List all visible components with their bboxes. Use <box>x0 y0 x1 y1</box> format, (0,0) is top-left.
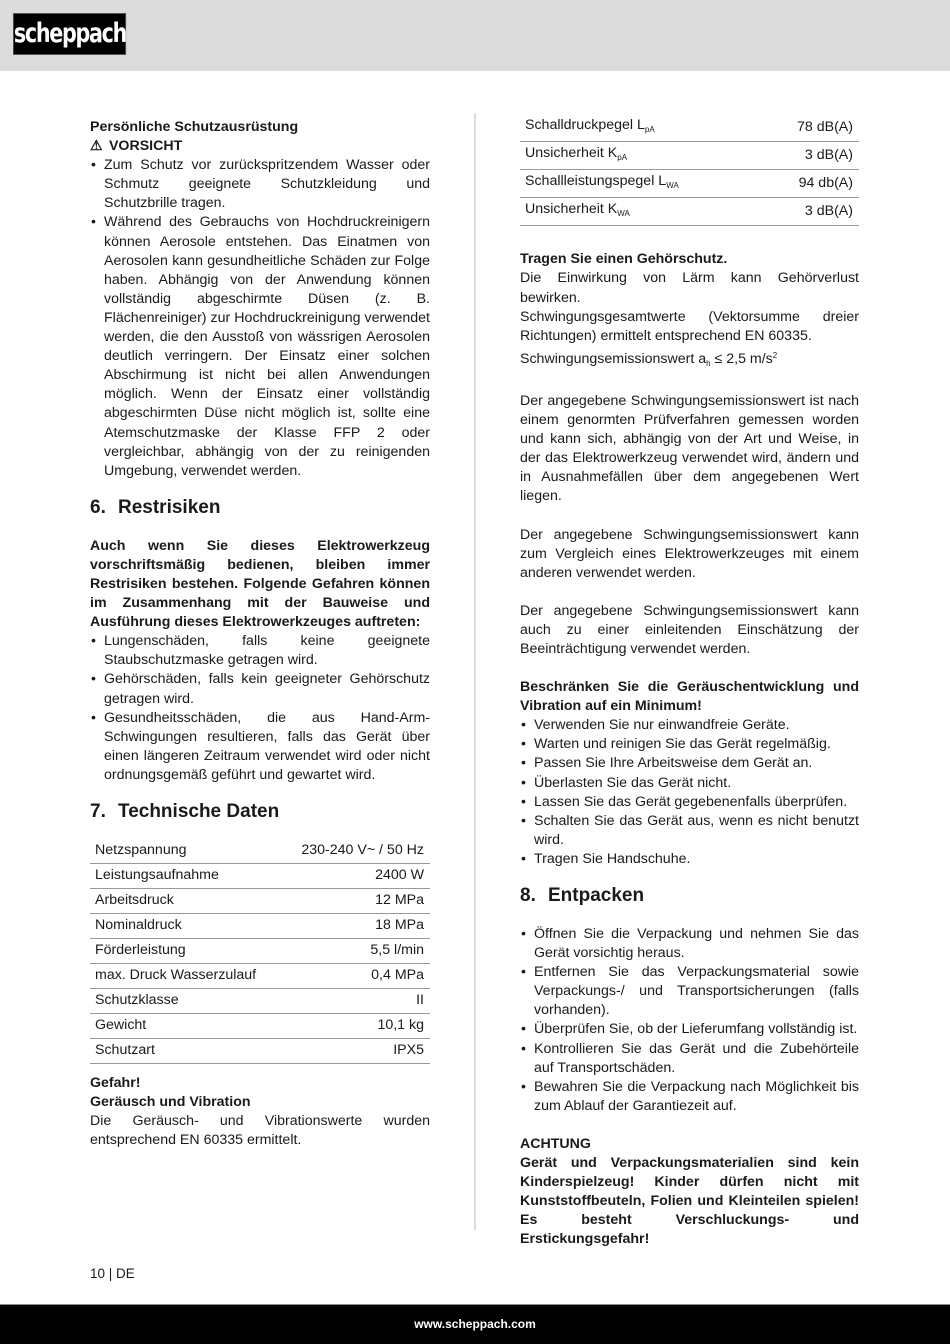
table-row <box>90 889 430 914</box>
table-row <box>520 198 859 226</box>
list-item: • Gehörschäden, falls kein geeigneter Gehörschutz getragen wird. <box>90 670 430 708</box>
section-number: 7. <box>90 801 106 822</box>
list-item: • Kontrollieren Sie das Gerät und die Zubehörteile auf Transportschäden. <box>520 1040 859 1078</box>
table-row <box>90 839 430 864</box>
list-item: • Öffnen Sie die Verpackung und nehmen Sie das Gerät vorsichtig heraus. <box>520 925 859 963</box>
spec-label: Schutzart <box>90 1039 281 1064</box>
attention-label: ACHTUNG <box>520 1135 591 1152</box>
warning-triangle-icon: ⚠ <box>90 138 103 155</box>
section-heading-8 <box>520 884 859 908</box>
noise-label-subscript: pA <box>644 125 655 134</box>
noise-label-subscript: WA <box>617 209 630 219</box>
spec-value: 10,1 kg <box>281 1014 430 1039</box>
hearing-text: Die Einwirkung von Lärm kann Gehörverlust bewirken. <box>520 270 859 306</box>
table-row <box>520 114 859 142</box>
spec-value: 5,5 l/min <box>281 939 430 964</box>
noise-label-subscript: WA <box>666 181 679 191</box>
risks-list <box>90 632 430 785</box>
table-row <box>90 939 430 964</box>
unpack-list <box>520 925 859 1116</box>
noise-label <box>520 114 761 142</box>
attention-text: Gerät und Verpackungsmaterialien sind kein Kinderspielzeug! Kinder dürfen nicht mit Kunststoffbeuteln, Folien und Kleinteilen spielen! Es besteht Verschluckungs- und Erstickungsgefahr! <box>520 1155 859 1248</box>
spec-label: max. Druck Wasserzulauf <box>90 964 281 989</box>
spec-label: Netzspannung <box>90 839 281 864</box>
spec-label: Gewicht <box>90 1014 281 1039</box>
list-item: • Warten und reinigen Sie das Gerät regelmäßig. <box>520 735 859 754</box>
danger-label: Gefahr! <box>90 1075 141 1091</box>
noise-label <box>520 142 761 170</box>
list-item: • Lassen Sie das Gerät gegebenenfalls überprüfen. <box>520 793 859 812</box>
limit-list <box>520 716 859 869</box>
vibration-value <box>520 346 859 373</box>
table-row <box>90 1039 430 1064</box>
website-link[interactable]: www.scheppach.com <box>414 1317 536 1331</box>
list-item: • Verwenden Sie nur einwandfreie Geräte. <box>520 716 859 735</box>
noise-table <box>520 114 859 226</box>
noise-value: 3 dB(A) <box>761 198 859 226</box>
section-title: Restrisiken <box>118 496 221 518</box>
ppe-list <box>90 156 430 481</box>
header-bar <box>0 0 950 71</box>
noise-label-text: Schalldruckpegel L <box>525 117 645 133</box>
spec-label: Leistungsaufnahme <box>90 864 281 889</box>
vibration-amount: ≤ 2,5 m/s <box>710 350 773 367</box>
list-item: • Entfernen Sie das Verpackungsmaterial sowie Verpackungs-/ und Transportsicherungen (falls vorhanden). <box>520 963 859 1020</box>
vibration-paragraph-1: Der angegebene Schwingungsemissionswert ist nach einem genormten Prüfverfahren gemessen worden und kann sich, abhängig von der Art und Weise, in der das Elektrowerkzeug verwendet wird, ändern und in Ausnahmefällen über dem angegebenen Wert liegen. <box>520 392 859 505</box>
spec-label: Schutzklasse <box>90 989 281 1014</box>
section-title: Entpacken <box>548 885 645 906</box>
ppe-title: Persönliche Schutzausrüstung <box>90 119 299 135</box>
noise-value: 94 db(A) <box>761 170 859 198</box>
spec-value: 12 MPa <box>281 889 430 914</box>
vibration-paragraph-3: Der angegebene Schwingungsemissionswert kann auch zu einer einleitenden Einschätzung der Beeinträchtigung verwendet werden. <box>520 602 859 657</box>
right-column <box>520 114 859 1250</box>
spec-value: 18 MPa <box>281 914 430 939</box>
list-item: • Überprüfen Sie, ob der Lieferumfang vollständig ist. <box>520 1020 859 1039</box>
section-heading-6 <box>90 496 430 520</box>
caution-heading <box>90 137 430 156</box>
table-row <box>90 964 430 989</box>
spec-value: II <box>281 989 430 1014</box>
hearing-title: Tragen Sie einen Gehörschutz. <box>520 251 728 268</box>
list-item: • Während des Gebrauchs von Hochdruckreinigern können Aerosole entstehen. Das Einatmen von Aerosolen kann gesundheitliche Schäden zur Folge haben. Abhängig von der Anwendung können vollständig abgeschirmte Düsen (z. B. Flächenreiniger) zur Hochdruckreinigung verwendet werden, die den Ausstoß von wässrigen Aerosolen deutlich verringern. Der Einsatz einer solchen Abschirmung ist nicht bei allen Anwendungen möglich. Wenn der Einsatz einer vollständig abgeschirmten Düse nicht möglich ist, sollte eine Atemschutzmaske der Klasse FFP 2 oder vergleichbar, abhängig von der zu reinigenden Umgebung, verwendet werden. <box>90 213 430 480</box>
noise-label <box>520 170 761 198</box>
vibration-sub: h <box>706 358 711 368</box>
list-item: • Zum Schutz vor zurückspritzendem Wasser oder Schmutz geeignete Schutzkleidung und Schutzbrille tragen. <box>90 156 430 213</box>
noise-value: 78 dB(A) <box>761 114 859 142</box>
list-item: • Tragen Sie Handschuhe. <box>520 850 859 869</box>
list-item: • Gesundheitsschäden, die aus Hand-Arm- Schwingungen resultieren, falls das Gerät über einen längeren Zeitraum verwendet wird oder nicht ordnungsgemäß geführt und gewartet wird. <box>90 709 430 785</box>
table-row <box>90 989 430 1014</box>
spec-label: Förderleistung <box>90 939 281 964</box>
tech-data-table <box>90 839 430 1064</box>
noise-label-text: Schallleistungspegel L <box>525 173 667 190</box>
caution-label: VORSICHT <box>108 138 183 155</box>
table-row <box>520 170 859 198</box>
spec-label: Nominaldruck <box>90 914 281 939</box>
table-row <box>90 864 430 889</box>
limit-title: Beschränken Sie die Geräuschentwicklung und Vibration auf ein Minimum! <box>520 679 859 715</box>
noise-label-text: Unsicherheit K <box>525 201 618 218</box>
noise-label-subscript: pA <box>617 153 628 163</box>
noise-title: Geräusch und Vibration <box>90 1094 251 1111</box>
noise-text: Die Geräusch- und Vibrationswerte wurden entsprechend EN 60335 ermittelt. <box>90 1113 430 1149</box>
table-row <box>90 914 430 939</box>
list-item: • Überlasten Sie das Gerät nicht. <box>520 774 859 793</box>
section-number: 8. <box>520 885 536 906</box>
list-item: • Schalten Sie das Gerät aus, wenn es nicht benutzt wird. <box>520 812 859 850</box>
footer-bar <box>0 1304 950 1344</box>
vibration-paragraph-2: Der angegebene Schwingungsemissionswert kann zum Vergleich eines Elektrowerkzeuges mit einem anderen verwendet werden. <box>520 526 859 581</box>
list-item: • Bewahren Sie die Verpackung nach Möglichkeit bis zum Ablauf der Garantiezeit auf. <box>520 1078 859 1116</box>
section-title: Technische Daten <box>118 801 280 822</box>
section-number: 6. <box>90 496 106 518</box>
spec-value: 2400 W <box>281 864 430 889</box>
table-row <box>90 1014 430 1039</box>
section-heading-7 <box>90 800 430 824</box>
page-number: 10 | DE <box>90 1266 135 1281</box>
noise-label-text: Unsicherheit K <box>525 145 618 162</box>
noise-value: 3 dB(A) <box>761 142 859 170</box>
spec-value: 0,4 MPa <box>281 964 430 989</box>
noise-label <box>520 198 761 226</box>
left-column <box>90 118 430 1150</box>
scheppach-logo: scheppach <box>13 13 126 55</box>
column-divider <box>474 113 476 1230</box>
vibration-total: Schwingungsgesamtwerte (Vektorsumme dreier Richtungen) ermittelt entsprechend EN 60335. <box>520 308 859 344</box>
vibration-sup: 2 <box>772 350 778 360</box>
list-item: • Passen Sie Ihre Arbeitsweise dem Gerät an. <box>520 754 859 773</box>
list-item: • Lungenschäden, falls keine geeignete Staubschutzmaske getragen wird. <box>90 632 430 670</box>
spec-value: IPX5 <box>281 1039 430 1064</box>
spec-label: Arbeitsdruck <box>90 889 281 914</box>
table-row <box>520 142 859 170</box>
vibration-label: Schwingungsemissionswert a <box>520 350 707 367</box>
risks-intro: Auch wenn Sie dieses Elektrowerkzeug vorschriftsmäßig bedienen, bleiben immer Restrisiken bestehen. Folgende Gefahren können im Zusammenhang mit der Bauweise und Ausführung dieses Elektrowerkzeuges auftreten: <box>90 537 430 631</box>
spec-value: 230-240 V~ / 50 Hz <box>281 839 430 864</box>
